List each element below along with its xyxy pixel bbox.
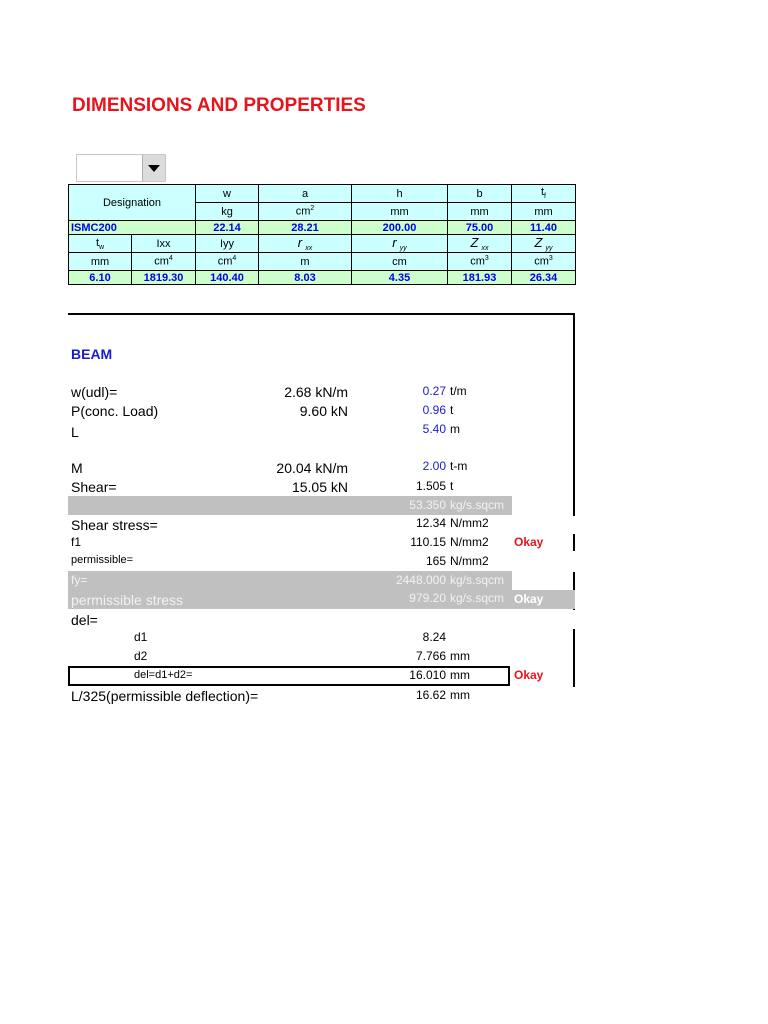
- permissible-unit: N/mm2: [450, 554, 489, 568]
- d2-value: 7.766: [415, 649, 446, 663]
- beam-heading: BEAM: [71, 346, 113, 362]
- f1-value: 110.15: [410, 535, 446, 549]
- header-a: a: [259, 185, 352, 203]
- f1-unit: N/mm2: [450, 535, 489, 549]
- pconc-value: 9.60 kN: [299, 403, 348, 419]
- shear-label: Shear=: [71, 479, 117, 495]
- length-label: L: [71, 424, 79, 440]
- f1-label: f1: [71, 535, 82, 549]
- moment-value: 20.04 kN/m: [276, 460, 348, 476]
- pconc-label: P(conc. Load): [71, 403, 159, 419]
- length-alt[interactable]: 5.40: [422, 422, 446, 436]
- unit-ixx: $cm^4$: [132, 253, 196, 271]
- header-zyy: Z $_{yy}$: [512, 235, 576, 253]
- shear-stress-label: Shear stress=: [71, 517, 158, 533]
- total-deflection-value: 16.010: [409, 668, 446, 682]
- fy-value: 2448.000: [395, 573, 446, 587]
- section-dropdown[interactable]: [76, 154, 166, 182]
- shear-value: 15.05 kN: [291, 479, 348, 495]
- header-ixx: Ixx: [132, 235, 196, 253]
- header-w: w: [196, 185, 259, 203]
- header-h: h: [352, 185, 448, 203]
- permissible-label: permissible=: [71, 554, 134, 566]
- permissible-stress-status-badge: Okay: [514, 592, 544, 606]
- value-rxx: 8.03: [259, 271, 352, 285]
- designation-value[interactable]: ISMC200: [69, 221, 196, 235]
- deflection-status-badge: Okay: [514, 668, 544, 682]
- unit-ryy: cm: [352, 253, 448, 271]
- header-rxx: r $_{xx}$: [259, 235, 352, 253]
- d2-unit: mm: [450, 649, 470, 663]
- unit-tw: mm: [69, 253, 132, 271]
- moment-alt: 2.00: [422, 459, 446, 473]
- value-ixx: 1819.30: [132, 271, 196, 285]
- f1-status-badge: Okay: [514, 535, 544, 549]
- border-segment: [573, 629, 575, 687]
- value-ryy: 4.35: [352, 271, 448, 285]
- header-b: b: [448, 185, 512, 203]
- shear-stress-unit: N/mm2: [450, 516, 489, 530]
- d2-label: d2: [134, 649, 148, 663]
- unit-h: mm: [352, 203, 448, 221]
- wudl-alt-unit: t/m: [450, 384, 467, 398]
- del-label: del=: [71, 612, 98, 628]
- permissible-stress-value: 979.20: [409, 591, 446, 605]
- fy-label: fy=: [71, 573, 88, 587]
- unit-tf: mm: [512, 203, 576, 221]
- value-h: 200.00: [352, 221, 448, 235]
- header-tf: $t_f$: [512, 185, 576, 203]
- properties-table: [68, 184, 576, 285]
- value-zyy: 26.34: [512, 271, 576, 285]
- border-segment: [573, 534, 575, 551]
- pconc-alt[interactable]: 0.96: [422, 403, 446, 417]
- pconc-alt-unit: t: [450, 403, 454, 417]
- shear-alt-unit: t: [450, 479, 454, 493]
- section-border-right: [573, 313, 575, 516]
- unit-zyy: $cm^3$: [512, 253, 576, 271]
- moment-alt-unit: t-m: [450, 459, 468, 473]
- wudl-label: w(udl)=: [71, 384, 118, 400]
- header-ryy: r $_{yy}$: [352, 235, 448, 253]
- permissible-stress-unit: kg/s.sqcm: [450, 591, 505, 605]
- allowable-deflection-label: L/325(permissible deflection)=: [71, 688, 259, 704]
- unit-zxx: $cm^3$: [448, 253, 512, 271]
- d1-label: d1: [134, 630, 148, 644]
- value-zxx: 181.93: [448, 271, 512, 285]
- value-b: 75.00: [448, 221, 512, 235]
- total-deflection-unit: mm: [450, 668, 470, 682]
- header-iyy: Iyy: [196, 235, 259, 253]
- value-w: 22.14: [196, 221, 259, 235]
- header-tw: $t_w$: [69, 235, 132, 253]
- allowable-deflection-unit: mm: [450, 688, 470, 702]
- unit-b: mm: [448, 203, 512, 221]
- value-tf: 11.40: [512, 221, 576, 235]
- shear-stress-value: 12.34: [415, 516, 446, 530]
- unit-a: $cm^2$: [259, 203, 352, 221]
- permissible-value: 165: [425, 554, 446, 568]
- fy-unit: kg/s.sqcm: [450, 573, 505, 587]
- d1-value: 8.24: [422, 630, 446, 644]
- section-border-top: [68, 313, 575, 315]
- unit-rxx: m: [259, 253, 352, 271]
- shear-stress-kg-value: 53.350: [409, 498, 446, 512]
- unit-iyy: $cm^4$: [196, 253, 259, 271]
- value-iyy: 140.40: [196, 271, 259, 285]
- value-a: 28.21: [259, 221, 352, 235]
- value-tw: 6.10: [69, 271, 132, 285]
- header-zxx: Z $_{xx}$: [448, 235, 512, 253]
- wudl-alt[interactable]: 0.27: [422, 384, 446, 398]
- total-deflection-label: del=d1+d2=: [134, 669, 193, 681]
- moment-label: M: [71, 460, 83, 476]
- shear-alt: 1.505: [415, 479, 446, 493]
- designation-header: Designation: [69, 185, 196, 221]
- page-title: DIMENSIONS AND PROPERTIES: [72, 95, 366, 116]
- unit-w: kg: [196, 203, 259, 221]
- permissible-stress-label: permissible stress: [71, 592, 184, 608]
- wudl-value: 2.68 kN/m: [284, 384, 348, 400]
- allowable-deflection-value: 16.62: [415, 688, 446, 702]
- shear-stress-kg-unit: kg/s.sqcm: [450, 498, 505, 512]
- chevron-down-icon[interactable]: [142, 155, 165, 181]
- length-alt-unit: m: [450, 422, 460, 436]
